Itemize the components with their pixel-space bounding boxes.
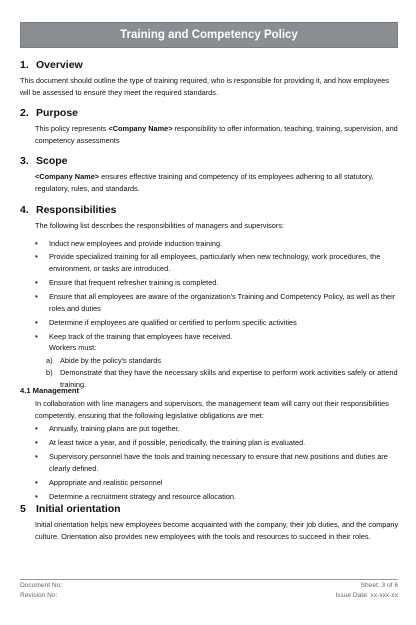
section-scope [20, 155, 400, 194]
company-name-placeholder: <Company Name> [35, 172, 100, 181]
revision-number: Revision No: [20, 592, 58, 599]
document-number: Document No: [20, 582, 63, 589]
workers-label: Workers must: [49, 343, 97, 353]
subsection-heading: 4.1 Management [20, 386, 80, 395]
purpose-body: This policy represents <Company Name> responsibility to offer information, teaching, training, supervision, and competency assessments [35, 124, 398, 145]
company-name-placeholder: <Company Name> [108, 124, 173, 133]
section-management [20, 386, 400, 505]
sheet-number: Sheet: 3 of 6 [360, 582, 398, 589]
list-item: • Supervisory personnel have the tools and training necessary to ensure that new positions and duties are clearly defined. [35, 451, 400, 474]
scope-body: <Company Name> ensures effective training and competency of its employees adhering to all statutory, regulatory, rules, and standards. [35, 172, 374, 193]
section-heading: 2. Purpose [20, 107, 79, 119]
section-responsibilities [20, 204, 400, 392]
section-heading: 4. Responsibilities [20, 204, 117, 216]
section-initial-orientation [20, 503, 400, 542]
list-item: • Determine a recruitment strategy and resource allocation. [35, 491, 400, 503]
management-list [20, 423, 400, 502]
list-item: • Ensure that frequent refresher training is completed. [35, 277, 400, 289]
section-heading: 1. Overview [20, 59, 83, 71]
document-title: Training and Competency Policy [120, 29, 298, 41]
responsibilities-intro: The following list describes the responsibilities of managers and supervisors: [35, 221, 284, 230]
list-item: • At least twice a year, and if possible, periodically, the training plan is evaluated. [35, 437, 400, 449]
document-title-banner [20, 22, 398, 48]
footer-divider [20, 579, 398, 580]
list-item: • Annually, training plans are put together. [35, 423, 400, 435]
list-item: b) Demonstrate that they have the necessary skills and expertise to perform work activities safely or attend training. [46, 368, 398, 389]
list-item: • Provide specialized training for all employees, particularly when new technology, work procedures, the environment, or tasks are introduced. [35, 251, 400, 274]
list-item: • Induct new employees and provide induction training. [35, 238, 400, 250]
list-item: • Determine if employees are qualified or certified to perform specific activities [35, 317, 400, 329]
issue-date: Issue Date: xx-xxx-xx [335, 592, 398, 599]
section-purpose [20, 107, 400, 146]
overview-body: This document should outline the type of training required, who is responsible for providing it, and how employees will be assessed to ensure they meet the required standards. [20, 76, 390, 97]
list-item: • Ensure that all employees are aware of the organization's Training and Competency Policy, as well as their roles and duties [35, 291, 400, 314]
section-heading: 5 Initial orientation [20, 503, 121, 515]
section-heading: 3. Scope [20, 155, 68, 167]
management-body: In collaboration with line managers and supervisors, the management team will carry out their responsibilities competently, ensuring that the following legislative obligations are met: [35, 399, 389, 420]
responsibilities-list [20, 238, 400, 354]
section-overview [20, 59, 400, 98]
orientation-body: Initial orientation helps new employees become acquainted with the company, their job duties, and the company culture. Orientation also provides new employees with the tools and resources to succeed in their roles. [35, 520, 399, 541]
list-item: • Keep track of the training that employees have received. Workers must: [35, 331, 400, 354]
list-item: a) Abide by the policy's standards [46, 355, 162, 365]
list-item: • Appropriate and realistic personnel [35, 477, 400, 489]
